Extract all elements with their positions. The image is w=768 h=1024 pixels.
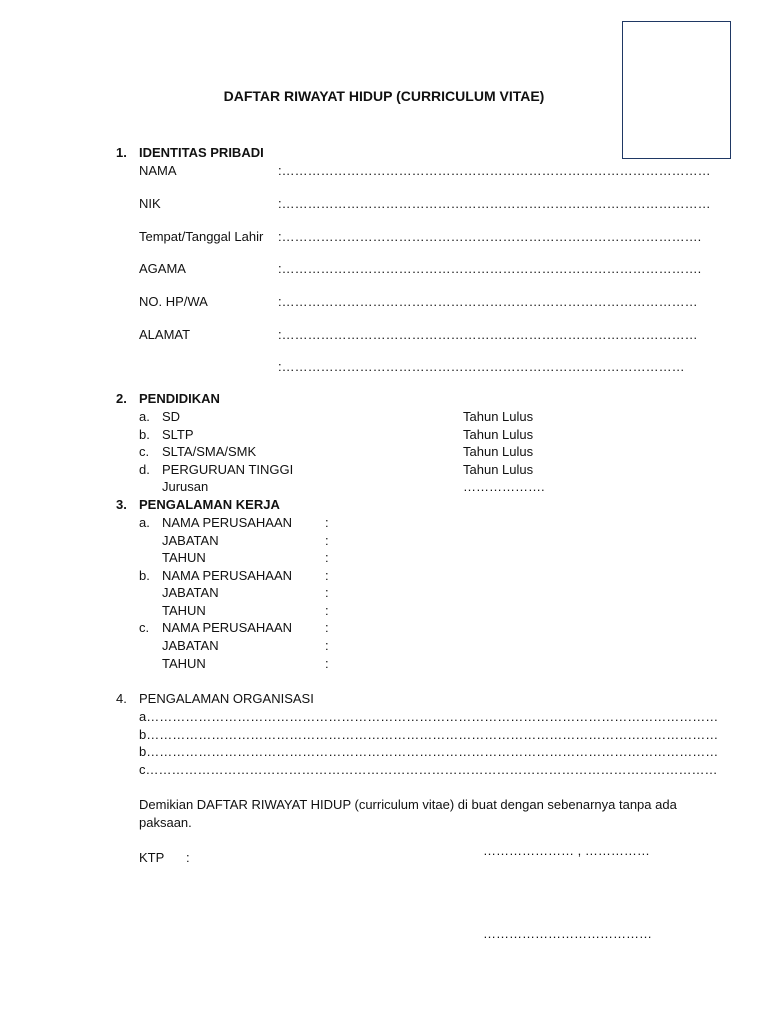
place-date-line: ………………… , …………… — [483, 843, 650, 858]
job-colon: : — [325, 656, 329, 671]
section4-heading: PENGALAMAN ORGANISASI — [139, 691, 314, 706]
edu-level: SD — [162, 409, 181, 424]
section3-heading: PENGALAMAN KERJA — [139, 497, 280, 512]
job-letter: c. — [139, 620, 150, 635]
edu-level: SLTA/SMA/SMK — [162, 444, 257, 459]
edu-letter: d. — [139, 462, 150, 477]
job-colon: : — [325, 568, 329, 583]
edu-level: PERGURUAN TINGGI — [162, 462, 294, 477]
job-colon: : — [325, 550, 329, 565]
job-colon: : — [325, 533, 329, 548]
field-label-alamat: ALAMAT — [139, 327, 191, 342]
section3-number: 3. — [116, 497, 127, 512]
org-line: c…………………………………………………………………………………………………………………… — [139, 762, 718, 777]
job-colon: : — [325, 638, 329, 653]
edu-letter: a. — [139, 409, 150, 424]
ktp-colon: : — [186, 850, 190, 865]
job-colon: : — [325, 603, 329, 618]
closing-statement-cont: paksaan. — [139, 815, 192, 830]
field-label-agama: AGAMA — [139, 261, 186, 276]
job-colon: : — [325, 620, 329, 635]
org-line: b…………………………………………………………………………………………………………………… — [139, 727, 719, 742]
field-value-agama: :……………………………………………………………………………………. — [278, 261, 702, 276]
job-colon: : — [325, 515, 329, 530]
edu-year: Tahun Lulus — [463, 409, 534, 424]
field-value-nik: :……………………………………………………………………………………… — [278, 196, 711, 211]
section1-number: 1. — [116, 145, 127, 160]
edu-year: Tahun Lulus — [463, 444, 534, 459]
org-line: b…………………………………………………………………………………………………………………… — [139, 744, 719, 759]
edu-major-value: ………………. — [463, 479, 545, 494]
job-colon: : — [325, 585, 329, 600]
job-company-label: NAMA PERUSAHAAN — [162, 568, 293, 583]
field-label-nik: NIK — [139, 196, 161, 211]
edu-year: Tahun Lulus — [463, 427, 534, 442]
job-letter: a. — [139, 515, 150, 530]
field-label-ttl: Tempat/Tanggal Lahir — [139, 229, 264, 244]
job-year-label: TAHUN — [162, 550, 206, 565]
edu-letter: b. — [139, 427, 150, 442]
field-value-ttl: :……………………………………………………………………………………. — [278, 229, 702, 244]
section2-number: 2. — [116, 391, 127, 406]
field-value-alamat: :…………………………………………………………………………………… — [278, 327, 698, 342]
section4-number: 4. — [116, 691, 127, 706]
job-position-label: JABATAN — [162, 638, 219, 653]
field-value-nama: :……………………………………………………………………………………… — [278, 163, 711, 178]
edu-year: Tahun Lulus — [463, 462, 534, 477]
job-letter: b. — [139, 568, 150, 583]
closing-statement: Demikian DAFTAR RIWAYAT HIDUP (curriculum vitae) di buat dengan sebenarnya tanpa ada — [139, 797, 677, 812]
field-value-alamat-2: :………………………………………………………………………………… — [278, 359, 685, 374]
edu-letter: c. — [139, 444, 150, 459]
org-line: a…………………………………………………………………………………………………………………… — [139, 709, 719, 724]
job-company-label: NAMA PERUSAHAAN — [162, 620, 293, 635]
edu-level: SLTP — [162, 427, 194, 442]
field-value-hp: :…………………………………………………………………………………… — [278, 294, 698, 309]
signature-line: ………………………………… — [483, 926, 652, 941]
section1-heading: IDENTITAS PRIBADI — [139, 145, 264, 160]
job-company-label: NAMA PERUSAHAAN — [162, 515, 293, 530]
edu-major-label: Jurusan — [162, 479, 209, 494]
field-label-hp: NO. HP/WA — [139, 294, 208, 309]
job-position-label: JABATAN — [162, 533, 219, 548]
document-title: DAFTAR RIWAYAT HIDUP (CURRICULUM VITAE) — [223, 88, 545, 104]
field-label-nama: NAMA — [139, 163, 177, 178]
ktp-label: KTP — [139, 850, 165, 865]
job-year-label: TAHUN — [162, 603, 206, 618]
job-year-label: TAHUN — [162, 656, 206, 671]
job-position-label: JABATAN — [162, 585, 219, 600]
section2-heading: PENDIDIKAN — [139, 391, 220, 406]
